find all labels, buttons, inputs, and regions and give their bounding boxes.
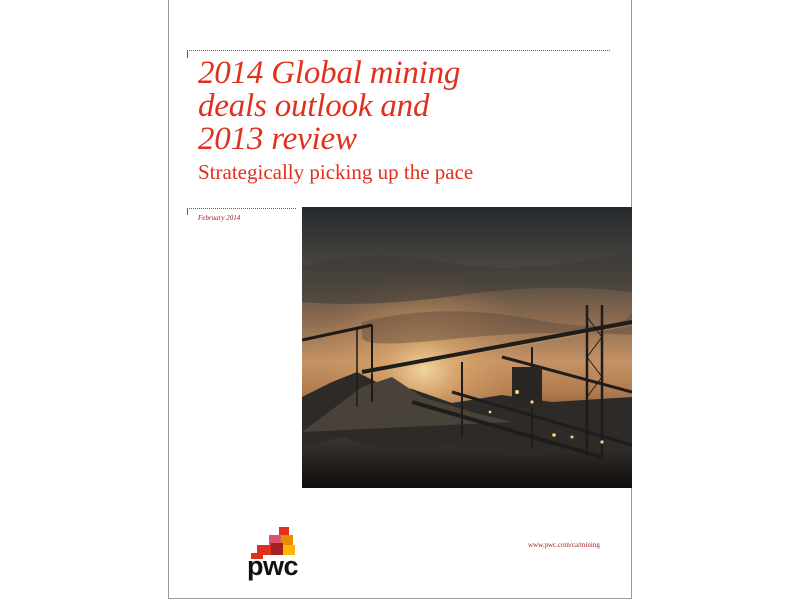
title-line-2: deals outlook and — [198, 88, 430, 124]
website-url: www.pwc.com/ca/mining — [528, 541, 600, 549]
title-dotted-rule — [187, 50, 610, 51]
mining-conveyor-photo — [302, 207, 632, 488]
pwc-logo — [247, 527, 307, 587]
title-line-3: 2013 review — [198, 121, 357, 157]
report-subtitle: Strategically picking up the pace — [198, 160, 474, 184]
pwc-logo-text: pwc — [247, 551, 299, 581]
date-rule-tick — [187, 208, 188, 215]
publication-date: February 2014 — [198, 214, 241, 222]
date-dotted-rule — [187, 208, 296, 209]
report-cover-page — [168, 0, 632, 599]
report-title — [198, 57, 618, 156]
title-rule-tick — [187, 50, 188, 58]
title-line-1: 2014 Global mining — [198, 55, 461, 91]
